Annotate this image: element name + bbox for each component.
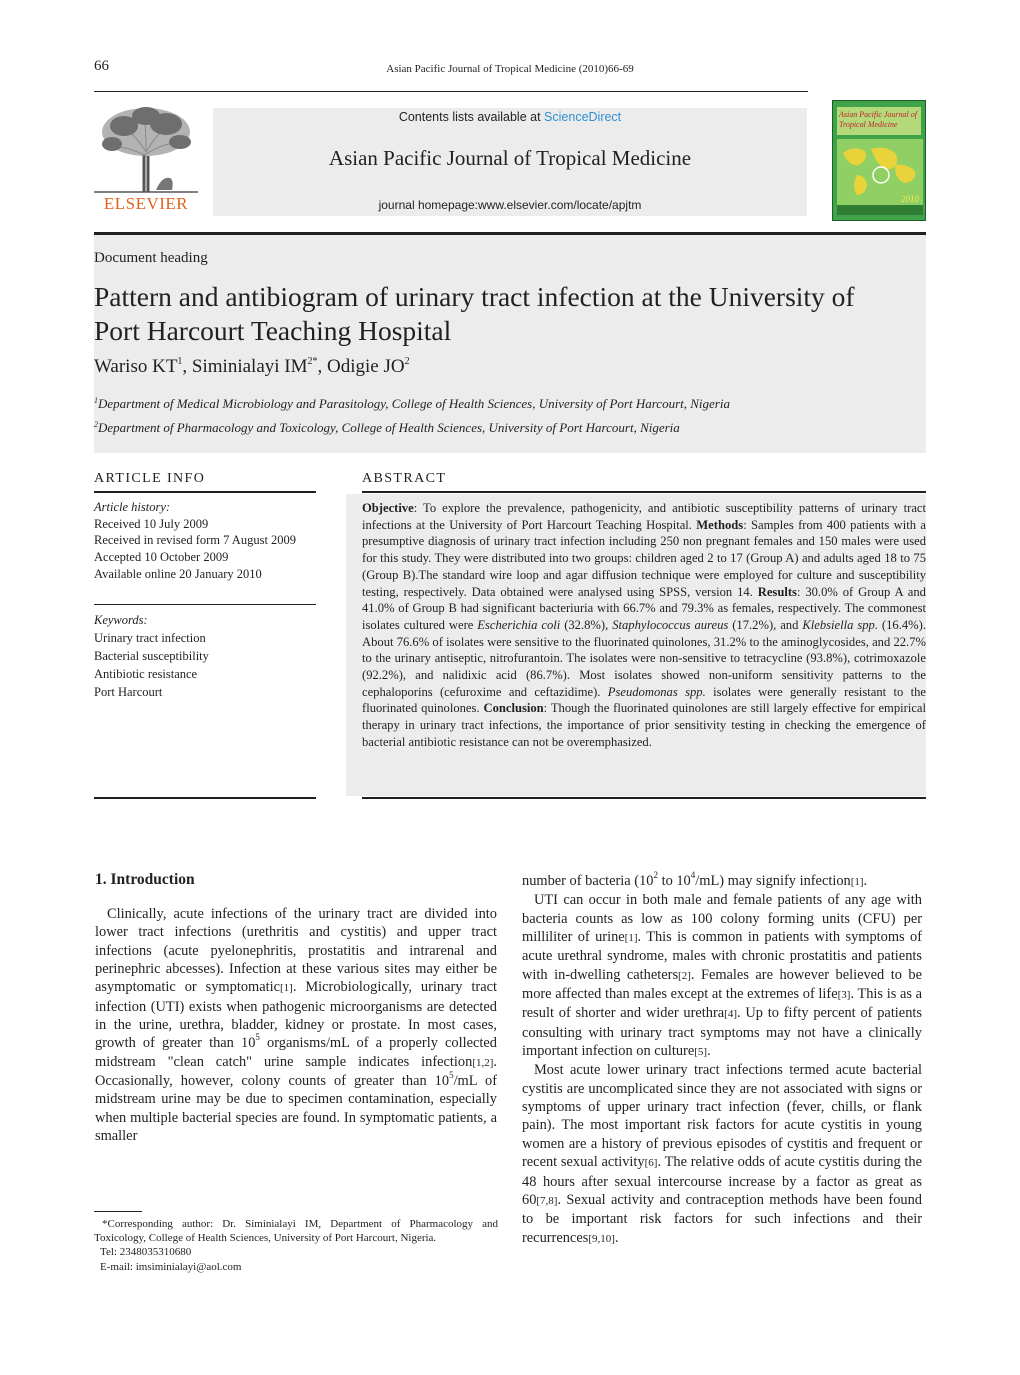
exponent: 5 [449, 1070, 454, 1081]
abstract-objective-label: Objective [362, 501, 414, 515]
citation-link[interactable]: [1,2] [472, 1056, 494, 1069]
body-text: . [707, 1043, 711, 1060]
keyword: Port Harcourt [94, 684, 163, 699]
top-rule [94, 91, 808, 92]
journal-masthead [213, 108, 807, 216]
footnote-email[interactable]: E-mail: imsiminialayi@aol.com [100, 1260, 242, 1273]
body-text: . The relative odds of acute cystitis during the 48 hours after sexual intercourse increase by a factor as great as 60 [522, 1154, 923, 1208]
article-history [94, 499, 296, 583]
keywords [94, 612, 209, 702]
body-text: . [863, 873, 868, 889]
exponent: 5 [255, 1032, 260, 1043]
footnote-rule [94, 1211, 142, 1212]
author-affiliation-marker: 2 [404, 356, 410, 367]
species-name: Staphylococcus aureus [612, 617, 729, 632]
cover-title: Asian Pacific Journal of Tropical Medicine [839, 110, 917, 129]
citation-link[interactable]: [7,8] [536, 1194, 558, 1207]
article-info-rule [94, 491, 316, 493]
journal-homepage-link[interactable]: journal homepage:www.elsevier.com/locate/apjtm [378, 198, 642, 212]
elsevier-logo [94, 104, 198, 216]
body-text: . This is common in patients with symptoms of acute urethral syndrome, males with chronic prostatitis and patients with in-dwelling catheters [522, 929, 922, 983]
history-item: Received 10 July 2009 [94, 516, 209, 531]
author-name: Siminialayi IM [191, 356, 308, 377]
body-paragraph [95, 905, 497, 1145]
author-affiliation-marker: 2* [307, 356, 318, 367]
history-item: Accepted 10 October 2009 [94, 550, 229, 565]
body-text: to 10 [657, 873, 691, 889]
abstract-objective: : To explore the prevalence, pathogenicity, and antibiotic susceptibility patterns of urinary tract infections at the University of Port Harcourt Teaching Hospital. [362, 501, 926, 532]
author-separator: , [317, 356, 327, 377]
author-list [94, 356, 410, 378]
body-paragraph [522, 891, 922, 1061]
contents-prefix: Contents lists available at [398, 110, 541, 124]
abstract-results: (17.2%), and [728, 617, 803, 632]
abstract-methods-label: Methods [696, 517, 744, 532]
section-heading-introduction: 1. Introduction [95, 871, 195, 888]
tree-icon [94, 104, 198, 194]
title-block-rule [94, 232, 926, 235]
abstract-results: isolates were generally resistant to the fluorinated quinolones. [362, 684, 926, 716]
abstract-results: (32.8%), [560, 617, 613, 632]
abstract-label: ABSTRACT [362, 471, 447, 486]
abstract-results: : 30.0% of Group A and 41.0% of Group B had significant bacteriuria with 66.7% and 79.3% as females, respectively. The commonest isolates cultured were [362, 584, 926, 632]
corresponding-author-footnote [94, 1217, 498, 1274]
contents-line [213, 110, 807, 124]
keyword: Urinary tract infection [94, 630, 206, 645]
body-text: . [614, 1229, 619, 1246]
body-text: Most acute lower urinary tract infections termed acute bacterial cystitis are uncomplicated since they are not associated with signs or symptoms of upper urinary tract infection (fever, chills, or flank pain). The most important risk factors for acute cystitis in young women are a history of previous episodes of cystitis and frequent or recent sexual activity [522, 1062, 922, 1171]
citation-link[interactable]: [3] [837, 989, 851, 1002]
affiliation [94, 396, 730, 412]
body-paragraph [522, 1061, 922, 1247]
citation-link[interactable]: [5] [694, 1046, 708, 1059]
body-text: . Females are however believed to be more affected than males except at the extremes of life [522, 966, 922, 1003]
author-affiliation-marker: 1 [177, 356, 183, 367]
abstract-results: (16.4%). About 76.6% of isolates were sensitive to the fluorinated quinolones, 31.2% to the aminoglycosides, and 22.7% to the urinary antiseptic, nitrofurantoin. The isolates were non-sensitive to tetracycline (93.8%), cotrimoxazole (92.2%), and nalidixic acid (86.7%). Most isolates showed non-uniform sensitivity patterns to the cephaloporins (cefuroxime and ceftazidime). [362, 617, 926, 699]
article-title [94, 280, 920, 348]
abstract-bottom-rule [362, 797, 926, 799]
citation-link[interactable]: [9,10] [588, 1232, 615, 1245]
body-column-right [522, 872, 922, 1248]
citation-link[interactable]: [1] [850, 876, 864, 888]
svg-text:2010: 2010 [901, 194, 919, 204]
citation-link[interactable]: [2] [678, 969, 691, 982]
abstract-text [362, 500, 926, 751]
footnote-corresponding: *Corresponding author: Dr. Siminialayi IM, Department of Pharmacology and Toxicology, College of Health Sciences, University of Port Harcourt, Nigeria. [94, 1218, 498, 1245]
history-item: Received in revised form 7 August 2009 [94, 533, 297, 548]
page-number: 66 [94, 58, 109, 74]
body-text: number of bacteria (10 [522, 873, 654, 889]
affiliation-text: Department of Pharmacology and Toxicology, College of Health Sciences, University of Port Harcourt, Nigeria [98, 420, 680, 435]
affiliation-marker: 1 [94, 396, 98, 405]
article-info-label: ARTICLE INFO [94, 471, 206, 486]
article-info-bottom-rule [94, 797, 316, 799]
abstract-rule [362, 491, 926, 493]
body-text: . This is as a result of shorter and wider urethra [522, 986, 922, 1022]
species-name: Escherichia coli [477, 617, 561, 632]
journal-name: Asian Pacific Journal of Tropical Medicine [328, 146, 692, 170]
author-name: Odigie JO [327, 356, 405, 377]
keyword: Antibiotic resistance [94, 666, 198, 681]
citation-link[interactable]: [4] [724, 1008, 737, 1021]
abstract-results-label: Results [757, 584, 797, 599]
article-history-label: Article history: [94, 500, 171, 514]
affiliation-marker: 2 [94, 420, 98, 429]
article-title-line: Port Harcourt Teaching Hospital [94, 315, 452, 346]
sciencedirect-link[interactable]: ScienceDirect [544, 110, 622, 124]
exponent: 4 [690, 870, 696, 880]
world-map-icon [837, 139, 923, 215]
citation-link[interactable]: [1] [624, 932, 638, 945]
article-info-divider [94, 604, 316, 605]
body-text: UTI can occur in both male and female patients of any age with bacteria counts as low as 100 colony forming units (CFU) per milliliter of urine [522, 892, 922, 946]
citation-link[interactable]: [6] [644, 1157, 658, 1170]
abstract-conclusion: : Though the fluorinated quinolones are still largely effective for empirical therapy in urinary tract infections, the importance of prior sensitivity testing in checking the emergence of bacterial antibiotic resistance can not be overemphasized. [362, 701, 927, 749]
exponent: 2 [653, 870, 658, 880]
species-name: Pseudomonas spp. [607, 684, 706, 699]
running-head-citation: Asian Pacific Journal of Tropical Medicine (2010)66-69 [386, 63, 634, 75]
body-text: /mL of midstream urine may be due to specimen contamination, especially when multiple bacterial species are found. In symptomatic patients, a smaller [95, 1073, 497, 1145]
author-separator: , [182, 356, 192, 377]
keywords-label: Keywords: [94, 613, 148, 627]
footnote-telephone: Tel: 2348035310680 [100, 1246, 192, 1259]
body-text: . Occasionally, however, colony counts of greater than 10 [95, 1053, 497, 1090]
affiliation [94, 420, 680, 436]
citation-link[interactable]: [1] [279, 982, 293, 995]
author-name: Wariso KT [94, 356, 178, 377]
body-text: . Sexual activity and contraception methods have been found to be important risk factors for such infections and their recurrences [522, 1191, 922, 1246]
elsevier-wordmark: ELSEVIER [103, 194, 189, 213]
abstract-conclusion-label: Conclusion [483, 701, 544, 716]
body-column-left [95, 905, 497, 1145]
body-text: . Microbiologically, urinary tract infection (UTI) exists when pathogenic microorganisms are detected in the urine, urethra, bladder, kidney or prostate. In most cases, growth of greater than 10 [95, 979, 497, 1052]
body-paragraph [522, 872, 922, 891]
body-text: . Up to fifty percent of patients consulting with urinary tract symptoms may not have a clinically important infection on culture [522, 1005, 922, 1060]
article-title-line: Pattern and antibiogram of urinary tract infection at the University of [94, 281, 855, 312]
body-text: /mL) may signify infection [695, 873, 851, 889]
document-heading: Document heading [94, 250, 208, 266]
body-text: Clinically, acute infections of the urinary tract are divided into lower tract infections (urethritis and cystitis) and upper tract infections (acute pyelonephritis, prostatitis and intrarenal and perinephric abcesses). Infection at these various sites may either be asymptomatic or symptomatic [95, 906, 497, 996]
history-item: Available online 20 January 2010 [94, 566, 262, 581]
body-text: organisms/mL of a properly collected midstream "clean catch" urine sample indicates infection [95, 1035, 497, 1070]
species-name: Klebsiella spp. [802, 617, 878, 632]
abstract-methods: : Samples from 400 patients with a presumptive diagnosis of urinary tract infection including 250 non pregnant females and 150 males were used for this study. They were distributed into two groups: children aged 2 to 17 (Group A) and adults aged 18 to 75 (Group B).The standard wire loop and agar diffusion technique were employed for culture and susceptibility testing, respectively. Data obtained were analysed using SPSS, version 14. [362, 517, 926, 599]
journal-cover-thumbnail [832, 100, 926, 221]
keyword: Bacterial susceptibility [94, 648, 209, 663]
affiliation-text: Department of Medical Microbiology and Parasitology, College of Health Sciences, University of Port Harcourt, Nigeria [98, 396, 730, 411]
